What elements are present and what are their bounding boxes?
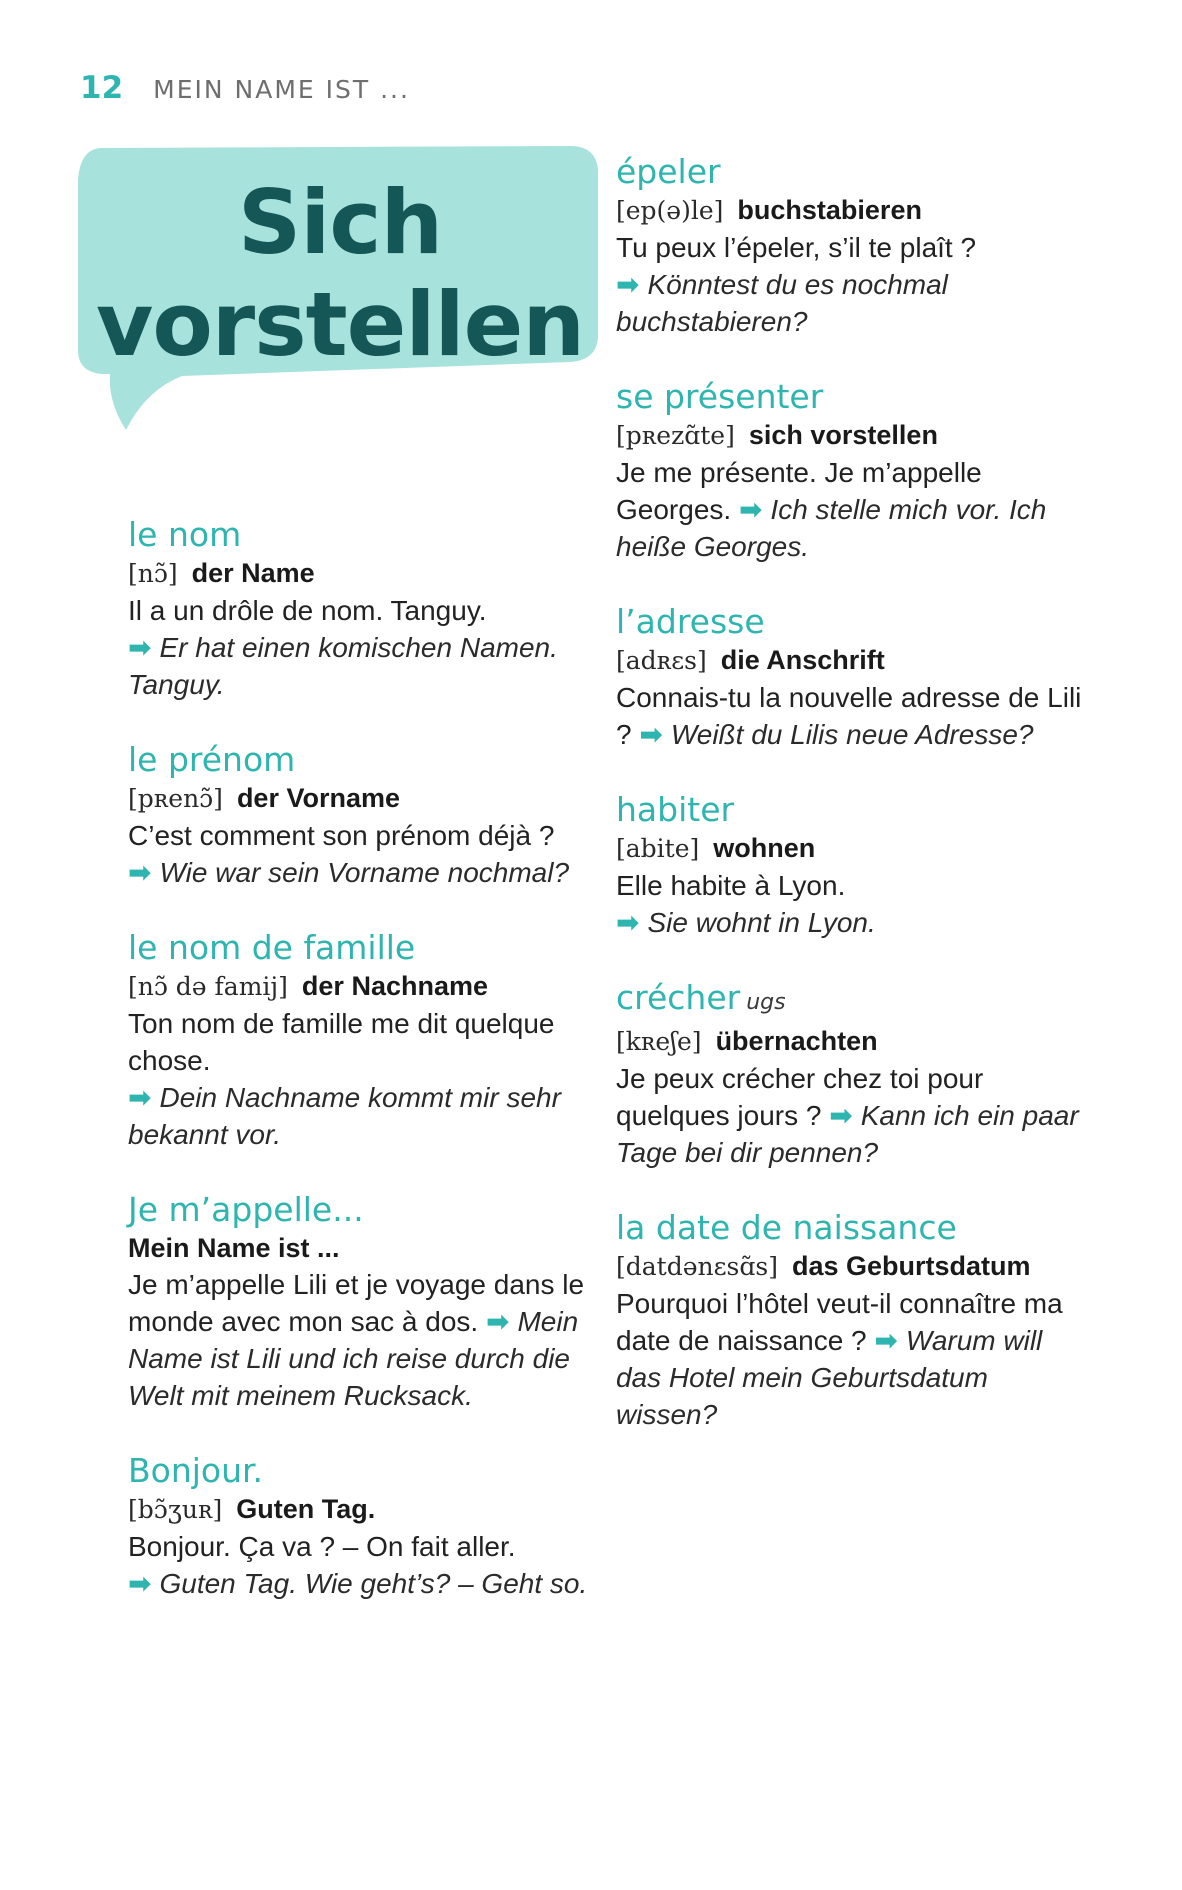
example-german: Guten Tag. Wie geht’s? – Geht so. bbox=[159, 1568, 588, 1599]
example-french: Bonjour. Ça va ? – On fait aller. bbox=[128, 1531, 516, 1562]
example bbox=[128, 1266, 588, 1414]
example-german: Ich stelle mich vor. Ich heiße Georges. bbox=[616, 494, 1047, 562]
example bbox=[128, 817, 588, 891]
vocab-entry bbox=[128, 928, 588, 1153]
pronunciation: [nɔ̃ də famij] bbox=[128, 972, 288, 1001]
pronunciation: [kʀeʃe] bbox=[616, 1027, 702, 1056]
pronunciation: [bɔ̃ʒuʀ] bbox=[128, 1495, 223, 1524]
example-german: Sie wohnt in Lyon. bbox=[647, 907, 876, 938]
vocab-entry bbox=[128, 515, 588, 703]
translation: wohnen bbox=[713, 833, 816, 863]
arrow-right-icon: ➡ bbox=[128, 632, 152, 663]
translation: das Geburtsdatum bbox=[791, 1251, 1031, 1281]
headword: le nom bbox=[128, 515, 242, 554]
pronunciation: [nɔ̃] bbox=[128, 559, 178, 588]
pronunciation: [ep(ə)le] bbox=[616, 196, 724, 225]
example bbox=[616, 679, 1086, 753]
arrow-right-icon: ➡ bbox=[738, 494, 763, 525]
headword: se présenter bbox=[616, 377, 824, 416]
arrow-right-icon: ➡ bbox=[829, 1100, 853, 1131]
translation: übernachten bbox=[715, 1026, 878, 1056]
translation: Mein Name ist ... bbox=[128, 1233, 340, 1263]
arrow-right-icon: ➡ bbox=[874, 1325, 898, 1356]
example-german: Wie war sein Vorname nochmal? bbox=[159, 857, 570, 888]
arrow-right-icon: ➡ bbox=[128, 1568, 152, 1599]
pronunciation: [abite] bbox=[616, 834, 700, 863]
translation: Guten Tag. bbox=[236, 1494, 376, 1524]
example-german: Dein Nachname kommt mir sehr bekannt vor. bbox=[128, 1082, 561, 1150]
example bbox=[616, 229, 1086, 340]
example-french: Ton nom de famille me dit quelque chose. bbox=[128, 1008, 555, 1076]
arrow-right-icon: ➡ bbox=[639, 719, 663, 750]
left-column bbox=[128, 515, 588, 1639]
example-french: Tu peux l’épeler, s’il te plaît ? bbox=[616, 232, 977, 263]
translation: der Vorname bbox=[236, 783, 400, 813]
arrow-right-icon: ➡ bbox=[128, 1082, 152, 1113]
headword: l’adresse bbox=[616, 602, 765, 641]
example-german: Weißt du Lilis neue Adresse? bbox=[670, 719, 1034, 750]
example-german: Könntest du es nochmal buchstabieren? bbox=[616, 269, 948, 337]
example-french: Pourquoi l’hôtel veut-il connaître ma date de naissance ? bbox=[616, 1288, 1063, 1356]
example-german: Kann ich ein paar Tage bei dir pennen? bbox=[616, 1100, 1079, 1168]
example bbox=[128, 592, 588, 703]
example-french: Elle habite à Lyon. bbox=[616, 870, 846, 901]
example-french: Connais-tu la nouvelle adresse de Lili ? bbox=[616, 682, 1082, 750]
pronunciation: [pʀenɔ̃] bbox=[128, 784, 223, 813]
example-german: Mein Name ist Lili und ich reise durch die Welt mit meinem Rucksack. bbox=[128, 1306, 579, 1411]
section-title-line2: vorstellen bbox=[95, 273, 584, 376]
example bbox=[128, 1005, 588, 1153]
vocab-entry bbox=[128, 740, 588, 891]
section-title bbox=[70, 172, 610, 376]
example-french: Je m’appelle Lili et je voyage dans le monde avec mon sac à dos. bbox=[128, 1269, 585, 1337]
arrow-right-icon: ➡ bbox=[128, 857, 152, 888]
headword: habiter bbox=[616, 790, 735, 829]
example-french: C’est comment son prénom déjà ? bbox=[128, 820, 555, 851]
right-column bbox=[616, 152, 1086, 1470]
arrow-right-icon: ➡ bbox=[616, 269, 640, 300]
example-french: Je me présente. Je m’appelle Georges. bbox=[616, 457, 982, 525]
example-german: Er hat einen komischen Namen. Tanguy. bbox=[128, 632, 558, 700]
page-number: 12 bbox=[80, 70, 124, 106]
vocab-entry bbox=[128, 1190, 588, 1414]
headword: la date de naissance bbox=[616, 1208, 957, 1247]
translation: sich vorstellen bbox=[748, 420, 938, 450]
vocab-entry bbox=[616, 790, 1086, 941]
example bbox=[128, 1528, 588, 1602]
vocab-entry bbox=[128, 1451, 588, 1602]
pronunciation: [datdənɛsɑ̃s] bbox=[616, 1252, 778, 1281]
section-title-line1: Sich bbox=[237, 171, 443, 274]
headword: crécher bbox=[616, 978, 741, 1017]
vocab-entry bbox=[616, 1208, 1086, 1433]
headword: le nom de famille bbox=[128, 928, 416, 967]
example bbox=[616, 454, 1086, 565]
vocab-entry bbox=[616, 602, 1086, 753]
translation: der Nachname bbox=[301, 971, 488, 1001]
example bbox=[616, 1060, 1086, 1171]
headword: épeler bbox=[616, 152, 721, 191]
translation: die Anschrift bbox=[720, 645, 885, 675]
running-head: MEIN NAME IST ... bbox=[153, 75, 410, 104]
vocab-entry bbox=[616, 152, 1086, 340]
page-header bbox=[80, 70, 410, 106]
translation: der Name bbox=[191, 558, 315, 588]
headword: le prénom bbox=[128, 740, 296, 779]
register-label: ugs bbox=[746, 990, 786, 1015]
vocab-entry bbox=[616, 377, 1086, 565]
arrow-right-icon: ➡ bbox=[616, 907, 640, 938]
pronunciation: [pʀezɑ̃te] bbox=[616, 421, 735, 450]
example-french: Je peux crécher chez toi pour quelques jours ? bbox=[616, 1063, 984, 1131]
headword: Je m’appelle... bbox=[128, 1190, 364, 1229]
example bbox=[616, 867, 1086, 941]
headword: Bonjour. bbox=[128, 1451, 264, 1490]
title-speech-bubble bbox=[70, 140, 600, 480]
example-french: Il a un drôle de nom. Tanguy. bbox=[128, 595, 487, 626]
arrow-right-icon: ➡ bbox=[485, 1306, 510, 1337]
vocab-entry bbox=[616, 978, 1086, 1171]
pronunciation: [adʀɛs] bbox=[616, 646, 707, 675]
translation: buchstabieren bbox=[737, 195, 922, 225]
example bbox=[616, 1285, 1086, 1433]
example-german: Warum will das Hotel mein Geburtsdatum wissen? bbox=[616, 1325, 1043, 1430]
